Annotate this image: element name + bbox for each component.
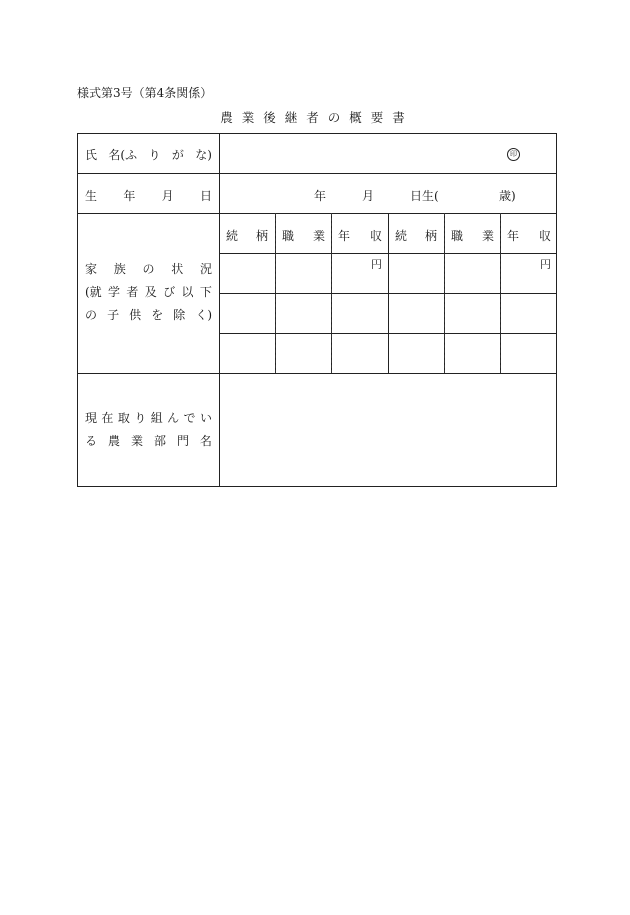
header-annual-income: 年 収 xyxy=(507,229,551,243)
dashed-divider xyxy=(275,213,276,373)
row-divider xyxy=(78,373,556,374)
dashed-divider xyxy=(331,213,332,373)
seal-mark: 印 xyxy=(507,148,520,161)
header-annual-income: 年 収 xyxy=(338,229,382,243)
age-unit: 歳) xyxy=(499,189,516,203)
header-relationship: 続 柄 xyxy=(395,229,437,243)
header-occupation: 職 業 xyxy=(282,229,325,243)
header-occupation: 職 業 xyxy=(451,229,494,243)
yen-unit: 円 xyxy=(371,258,382,271)
family-group-divider xyxy=(388,213,389,373)
birth-month-unit: 月 xyxy=(362,189,375,203)
header-relationship: 続 柄 xyxy=(226,229,268,243)
family-status-label: 家 族 の 状 況 (就 学 者 及 び 以 下 の 子 供 を 除 く) xyxy=(85,262,212,322)
dashed-divider xyxy=(444,213,445,373)
farming-division-label: 現 在 取 り 組 ん で い る 農 業 部 門 名 xyxy=(85,411,212,448)
name-label: 氏 名(ふ り が な) xyxy=(85,148,212,162)
label-column-divider xyxy=(219,134,220,486)
yen-unit: 円 xyxy=(540,258,551,271)
row-divider xyxy=(78,173,556,174)
form-number: 様式第3号（第4条関係） xyxy=(77,86,213,100)
dashed-divider xyxy=(500,213,501,373)
birthdate-label: 生 年 月 日 xyxy=(85,189,212,203)
birth-year-unit: 年 xyxy=(314,189,327,203)
birth-day-unit: 日生( xyxy=(410,189,439,203)
document-title: 農業後継者の概要書 xyxy=(220,110,414,125)
row-divider xyxy=(78,213,556,214)
form-table xyxy=(77,133,557,487)
